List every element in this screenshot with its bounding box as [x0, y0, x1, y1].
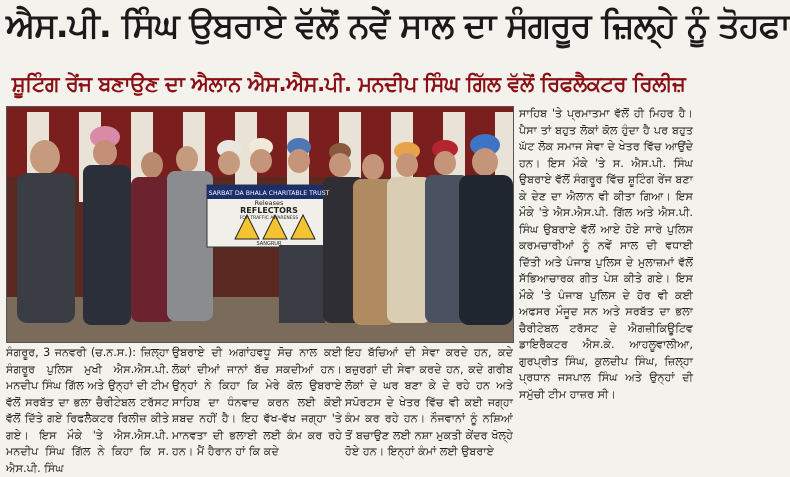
banner-line-5: SANGRUR	[256, 241, 282, 247]
column-1-text: ਸੰਗਰੂਰ, 3 ਜਨਵਰੀ (ਚ.ਨ.ਸ.): ਜ਼ਿਲ੍ਹਾ ਸੰਗਰੂਰ ਪੁਲਿਸ ਮੁਖੀ ਐਸ.ਐਸ.ਪੀ. ਮਨਦੀਪ ਸਿੰਘ ਗਿੱਲ ਅਤੇ ਉਨ੍ਹਾਂ ਦੀ ਟੀਮ ਵੱਲੋਂ ਸਰਬੱਤ ਦਾ ਭਲਾ ਚੈਰੀਟੇਬਲ ਟਰੱਸਟ ਵੱਲੋਂ ਦਿੱਤੇ ਗਏ ਰਿਫਲੈਕਟਰ ਰਿਲੀਜ਼ ਕੀਤੇ ਗਏ। ਇਸ ਮੌਕੇ 'ਤੇ ਐਸ.ਐਸ.ਪੀ. ਮਨਦੀਪ ਸਿੰਘ ਗਿੱਲ ਨੇ ਕਿਹਾ ਕਿ ਸ. ਐਸ.ਪੀ. ਸਿੰਘ	[6, 346, 169, 475]
banner-line-4: FOR TRAFFIC AWARENESS	[239, 216, 299, 221]
column-4-text: ਸਾਹਿਬ 'ਤੇ ਪ੍ਰਮਾਤਮਾ ਵੱਲੋਂ ਹੀ ਮਿਹਰ ਹੈ। ਪੈਸਾ ਤਾਂ ਬਹੁਤ ਲੋਕਾਂ ਕੋਲ ਹੁੰਦਾ ਹੈ ਪਰ ਬਹੁਤ ਘੱਟ ਲੋਕ ਸਮਾਜ ਸੇਵਾ ਦੇ ਖੇਤਰ ਵਿੱਚ ਆਉਂਦੇ ਹਨ। ਇਸ ਮੌਕੇ 'ਤੇ ਸ. ਐਸ.ਪੀ. ਸਿੰਘ ਉਬਰਾਏ ਵੱਲੋਂ ਸੰਗਰੂਰ ਵਿੱਚ ਸ਼ੂਟਿੰਗ ਰੇਂਜ ਬਣਾ ਕੇ ਦੇਣ ਦਾ ਐਲਾਨ ਵੀ ਕੀਤਾ ਗਿਆ। ਇਸ ਮੌਕੇ 'ਤੇ ਐਸ.ਐਸ.ਪੀ. ਗਿੱਲ ਅਤੇ ਐਸ.ਪੀ. ਸਿੰਘ ਉਬਰਾਏ ਵੱਲੋਂ ਆਏ ਹੋਏ ਸਾਰੇ ਪੁਲਿਸ ਕਰਮਚਾਰੀਆਂ ਨੂੰ ਨਵੇਂ ਸਾਲ ਦੀ ਵਧਾਈ ਦਿੱਤੀ ਅਤੇ ਪੰਜਾਬ ਪੁਲਿਸ ਦੇ ਮੁਲਾਜ਼ਮਾਂ ਵੱਲੋਂ ਸੱਭਿਆਚਾਰਕ ਗੀਤ ਪੇਸ਼ ਕੀਤੇ ਗਏ। ਇਸ ਮੌਕੇ 'ਤੇ ਪੰਜਾਬ ਪੁਲਿਸ ਦੇ ਹੋਰ ਵੀ ਕਈ ਅਫਸਰ ਮੌਜੂਦ ਸਨ ਅਤੇ ਸਰਬੱਤ ਦਾ ਭਲਾ ਚੈਰੀਟੇਬਲ ਟਰੱਸਟ ਦੇ ਐਗਜ਼ੀਕਿਊਟਿਵ ਡਾਇਰੈਕਟਰ ਐਸ.ਕੇ. ਆਹਲੂਵਾਲੀਆ, ਗੁਰਪ੍ਰੀਤ ਸਿੰਘ, ਕੁਲਦੀਪ ਸਿੰਘ, ਜ਼ਿਲ੍ਹਾ ਪ੍ਰਧਾਨ ਜਸਪਾਲ ਸਿੰਘ ਅਤੇ ਉਨ੍ਹਾਂ ਦੀ ਸਮੁੱਚੀ ਟੀਮ ਹਾਜ਼ਰ ਸੀ।	[519, 107, 693, 401]
headline: ਐਸ.ਪੀ. ਸਿੰਘ ਉਬਰਾਏ ਵੱਲੋਂ ਨਵੇਂ ਸਾਲ ਦਾ ਸੰਗਰੂਰ ਜ਼ਿਲ੍ਹੇ ਨੂੰ ਤੋਹਫਾ	[6, 6, 790, 46]
article-column-2	[172, 345, 342, 458]
article-column-1	[6, 345, 169, 475]
column-3-text: ਇਹ ਬੱਚਿਆਂ ਦੀ ਸੇਵਾ ਕਰਦੇ ਹਨ, ਕਦੇ ਬਜ਼ੁਰਗਾਂ ਦੀ ਸੇਵਾ ਕਰਦੇ ਹਨ, ਕਦੇ ਗਰੀਬ ਲੋਕਾਂ ਦੇ ਘਰ ਬਣਾ ਕੇ ਦੇ ਰਹੇ ਹਨ ਅਤੇ ਸਪੋਰਟਸ ਦੇ ਖੇਤਰ ਵਿੱਚ ਵੀ ਕਈ ਜਗ੍ਹਾ ਕੰਮ ਕਰ ਰਹੇ ਹਨ। ਨੌਜਵਾਨਾਂ ਨੂੰ ਨਸ਼ਿਆਂ ਤੋਂ ਬਚਾਉਣ ਲਈ ਨਸ਼ਾ ਮੁਕਤੀ ਕੇਂਦਰ ਖੋਲ੍ਹੇ ਹੋਏ ਹਨ। ਇਨ੍ਹਾਂ ਕੰਮਾਂ ਲਈ ਉਬਰਾਏ	[345, 346, 513, 458]
banner-line-1: SARBAT DA BHALA CHARITABLE TRUST	[208, 190, 330, 197]
subheadline: ਸ਼ੂਟਿੰਗ ਰੇਂਜ ਬਣਾਉਣ ਦਾ ਐਲਾਨ ਐਸ.ਐਸ.ਪੀ. ਮਨਦੀਪ ਸਿੰਘ ਗਿੱਲ ਵੱਲੋਂ ਰਿਫਲੈਕਟਰ ਰਿਲੀਜ਼	[11, 72, 686, 96]
column-2-text: ਉਬਰਾਏ ਦੀ ਅਗਾਂਹਵਧੂ ਸੋਚ ਨਾਲ ਕਈ ਲੋਕਾਂ ਦੀਆਂ ਜਾਨਾਂ ਬੱਚ ਸਕਦੀਆਂ ਹਨ। ਉਨ੍ਹਾਂ ਨੇ ਕਿਹਾ ਕਿ ਮੇਰੇ ਕੋਲ ਉਬਰਾਏ ਸਾਹਿਬ ਦਾ ਧੰਨਵਾਦ ਕਰਨ ਲਈ ਕੋਈ ਸ਼ਬਦ ਨਹੀਂ ਹੈ। ਇਹ ਵੱਖ-ਵੱਖ ਜਗ੍ਹਾ 'ਤੇ ਮਾਨਵਤਾ ਦੀ ਭਲਾਈ ਲਈ ਕੰਮ ਕਰ ਰਹੇ ਹਨ। ਮੈਂ ਹੈਰਾਨ ਹਾਂ ਕਿ ਕਦੇ	[172, 346, 342, 458]
banner-line-3: REFLECTORS	[240, 206, 298, 215]
news-photo	[6, 106, 514, 343]
banner-line-2: Releases	[254, 199, 284, 207]
article-column-4	[519, 106, 693, 458]
article-column-3	[345, 345, 513, 458]
